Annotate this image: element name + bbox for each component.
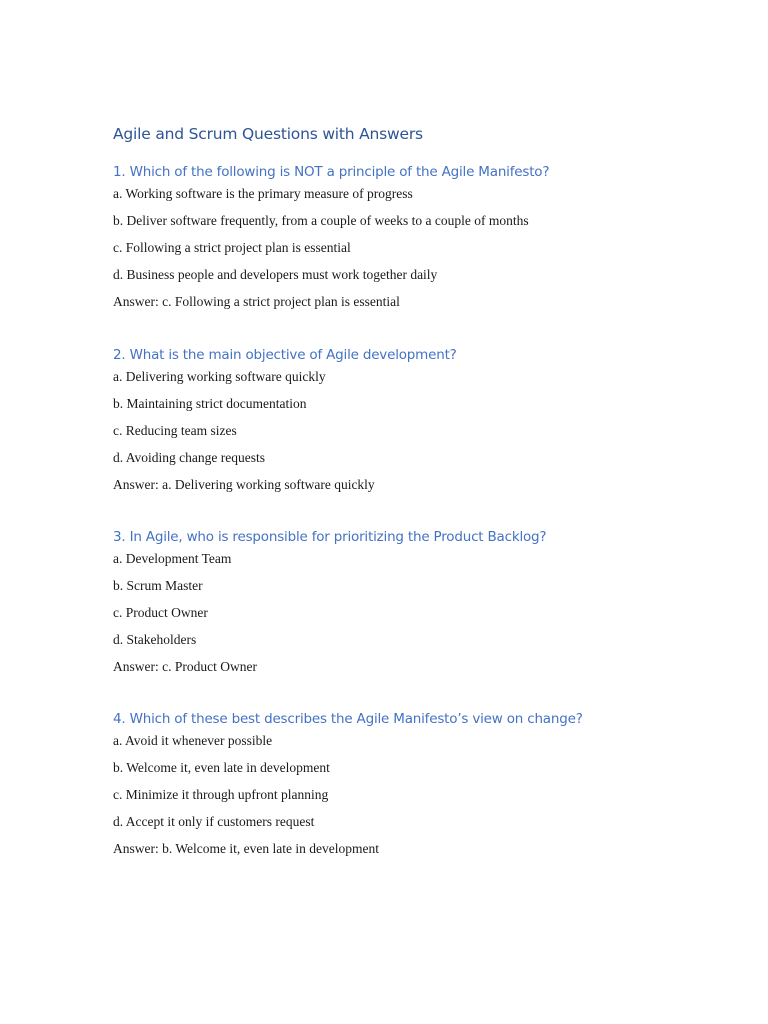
option-c: c. Following a strict project plan is essential <box>113 240 351 255</box>
option-d: d. Accept it only if customers request <box>113 814 315 829</box>
question-block-3 <box>113 526 546 683</box>
question-heading: 3. In Agile, who is responsible for prioritizing the Product Backlog? <box>113 529 547 545</box>
option-c: c. Reducing team sizes <box>113 423 237 438</box>
option-b: b. Maintaining strict documentation <box>113 396 307 411</box>
answer-line: Answer: c. Product Owner <box>113 659 257 674</box>
option-c: c. Product Owner <box>113 605 208 620</box>
answer-line: Answer: c. Following a strict project plan is essential <box>113 294 400 309</box>
option-b: b. Welcome it, even late in development <box>113 760 330 775</box>
option-a: a. Development Team <box>113 551 232 566</box>
question-block-1 <box>113 161 549 318</box>
option-c: c. Minimize it through upfront planning <box>113 787 329 802</box>
document-title: Agile and Scrum Questions with Answers <box>113 125 423 143</box>
option-d: d. Stakeholders <box>113 632 197 647</box>
option-d: d. Business people and developers must work together daily <box>113 267 438 282</box>
option-b: b. Deliver software frequently, from a couple of weeks to a couple of months <box>113 213 529 228</box>
option-a: a. Delivering working software quickly <box>113 369 326 384</box>
option-d: d. Avoiding change requests <box>113 450 265 465</box>
question-block-2 <box>113 344 457 501</box>
answer-line: Answer: b. Welcome it, even late in development <box>113 841 379 856</box>
option-a: a. Working software is the primary measure of progress <box>113 186 413 201</box>
option-a: a. Avoid it whenever possible <box>113 733 273 748</box>
question-heading: 2. What is the main objective of Agile development? <box>113 347 457 363</box>
question-heading: 1. Which of the following is NOT a principle of the Agile Manifesto? <box>113 164 550 180</box>
option-b: b. Scrum Master <box>113 578 203 593</box>
question-block-4 <box>113 708 583 865</box>
question-heading: 4. Which of these best describes the Agile Manifesto’s view on change? <box>113 711 583 727</box>
answer-line: Answer: a. Delivering working software quickly <box>113 477 375 492</box>
